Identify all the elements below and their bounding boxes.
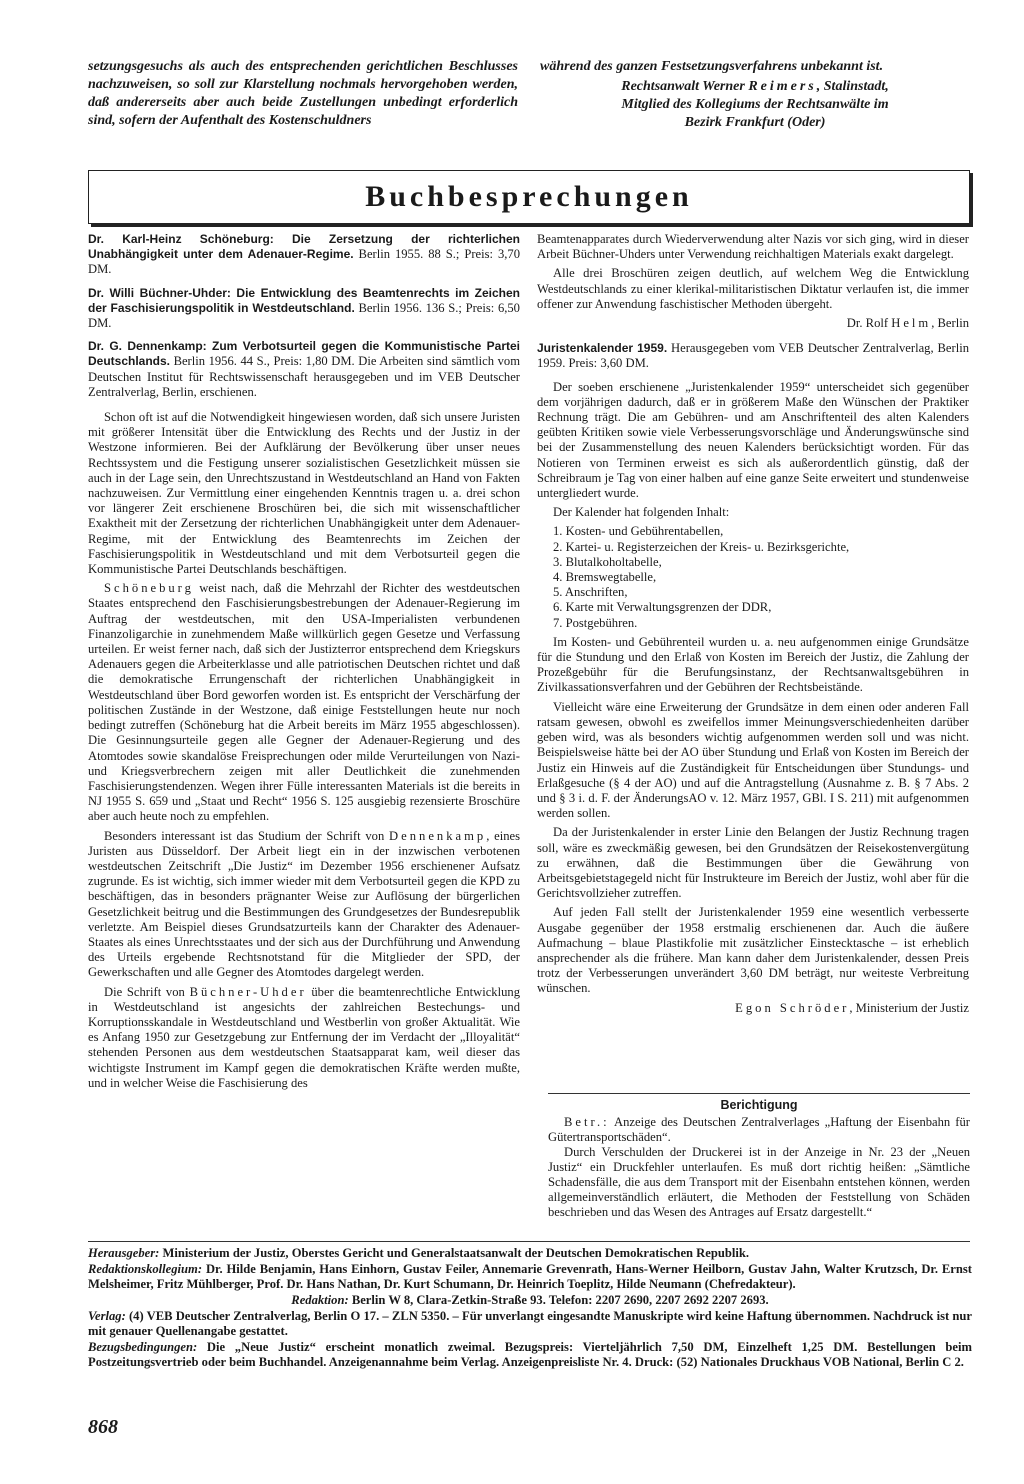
author-name: Reimers: [748, 79, 817, 94]
list-item: 1. Kosten- und Gebührentabellen,: [553, 524, 724, 539]
review-paragraph: Alle drei Broschüren zeigen deutlich, auf welchem Weg die Entwicklung Westdeutschlands zu einer klerikal-militaristischen Diktatur verlaufen ist, die immer offener zur Anwendung faschistischer Methoden übergeht.: [537, 266, 969, 311]
review-paragraph: Schon oft ist auf die Notwendigkeit hingewiesen worden, daß sich unsere Juristen mit größerer Intensität über die Entwicklung des Rechts und der Justiz in der Westzone informieren. Bei der Aufklärung der Bevölkerung über unser neues Rechtssystem und die Festigung unserer sozialistischen Gesetzlichkeit müssen sie auch in der Lage sein, den Unrechtszustand in Westdeutschland an Hand von Fakten nachzuweisen. Zur Vermittlung einer eingehenden Kenntnis tragen u. a. drei schon vor längerer Zeit erschienene Broschüren bei, die sich mit wissenschaftlicher Exaktheit mit der Zersetzung der richterlichen Unabhängigkeit unter dem Adenauer-Regime, mit der Entwicklung des Beamtenrechts im Zeichen der Faschisierungspolitik in Westdeutschland und mit dem Verbotsurteil gegen die Kommunistische Partei Deutschlands beschäftigen.: [88, 410, 520, 577]
list-item: 3. Blutalkoholtabelle,: [553, 554, 662, 569]
section-title: Buchbesprechungen: [365, 180, 693, 213]
author-signature: Rechtsanwalt Werner Reimers, Stalinstadt, Mitglied des Kollegiums der Rechtsanwälte im Bezirk Frankfurt (Oder): [621, 79, 889, 130]
imprint: [88, 1246, 972, 1371]
review-paragraph: Vielleicht wäre eine Erweiterung der Grundsätze in dem einen oder anderen Fall ratsam gewesen, obwohl es zweifellos immer Meinungsverschiedenheiten darüber geben wird, was als besonders wichtig aufgenommen werden soll und was nicht. Beispielsweise hätte bei der AO über Stundung und Erlaß von Kosten im Bereich der Justiz ein Hinweis auf die Zuständigkeit für Entscheidungen über Stundungs- und Erlaßgesuche (§ 4 der AO) und auf die Antragstellung (Ausnahme z. B. § 7 Abs. 2 und § 3 i. d. F. der ÄnderungsAO v. 12. März 1957, GBl. I S. 211) mit aufgenommen werden sollen.: [537, 699, 969, 821]
book-reference-3: Dr. G. Dennenkamp: Zum Verbotsurteil gegen die Kommunistische Partei Deutschlands. Berlin 1956. 44 S., Preis: 1,80 DM. Die Arbeiten sind sämtlich vom Deutschen Institut für Rechtswissenschaft herausgegeben und im VEB Deutscher Zentralverlag, Berlin, erschienen.: [88, 339, 520, 399]
review-paragraph: Auf jeden Fall stellt der Juristenkalender 1959 eine wesentlich verbesserte Ausgabe gegenüber der 1958 erstmalig erschienenen dar. Auch die äußere Aufmachung – blaue Plastikfolie mit zusätzlicher Einstecktasche – ist erheblich ansprechender als die frühere. Man kann daher dem Juristenkalender, dessen Preis trotz der Verbesserungen unverändert 3,60 DM beträgt, nur weiteste Verbreitung wünschen.: [537, 905, 969, 996]
review-paragraph: Der soeben erschienene „Juristenkalender 1959“ unterscheidet sich gegenüber dem vorjährigen dadurch, daß er in größerem Maße den Wünschen der Praktiker Rechnung trägt. Die am Gebühren- und am Anschriftenteil des alten Kalenders geübten Kritiken sowie viele Verbesserungsvorschläge und Änderungswünsche sind bei der Zusammenstellung des neuen Kalenders berücksichtigt worden. Für das Notieren von Terminen erweist es sich als außerordentlich günstig, daß der Schreibraum je Tag von einer halben auf eine ganze Seite erweitert und stundenweise untergliedert wurde.: [537, 379, 969, 501]
review-paragraph: Die Schrift von Büchner-Uhder über die beamtenrechtliche Entwicklung in Westdeutschland ist angesichts der zahlreichen Bestechungs- und Korruptionsskandale in Westdeutschland und Westberlin von großer Aktualität. Wie es Anfang 1950 zur Gesetzgebung zur Entfernung der im Verdacht der „Illoyalität“ stehenden Personen aus dem westdeutschen Staatsapparat kam, weil dieser das wichtigste Instrument im Kampf gegen die demokratischen Kräfte werden mußte, und in welcher Weise die Faschisierung des: [88, 984, 520, 1090]
correction-text: Durch Verschulden der Druckerei ist in der Anzeige in Nr. 23 der „Neuen Justiz“ ein Druckfehler unterlaufen. Es muß dort richtig heißen: „Sämtliche Schadensfälle, die aus dem Transport mit der Eisenbahn entstehen können, werden allgemeinverständlich erläutert, die Methoden der Feststellung von Schäden beschrieben und das Wesen des Antrages auf Ersatz dargestellt.“: [548, 1145, 970, 1219]
reviewer-signature: Dr. Rolf Helm, Berlin: [846, 316, 969, 331]
top-left-continuation: [88, 58, 518, 130]
imprint-subscription: Bezugsbedingungen: Die „Neue Justiz“ erscheint monatlich zweimal. Bezugspreis: Vierteljährlich 7,50 DM, Einzelheft 1,25 DM. Bestellungen beim Postzeitungsvertrieb oder beim Buchhandel. Anzeigenannahme beim Verlag. Anzeigenpreisliste Nr. 4. Druck: (52) Nationales Druckhaus VOB National, Berlin C 2.: [88, 1340, 972, 1369]
reviewer-signature: Egon Schröder, Ministerium der Justiz: [735, 1000, 969, 1015]
list-item: 4. Bremswegtabelle,: [553, 570, 657, 585]
left-column: [88, 232, 520, 1095]
continuation-text-end: während des ganzen Festsetzungsverfahrens unbekannt ist.: [540, 59, 884, 74]
list-item: 6. Karte mit Verwaltungsgrenzen der DDR,: [553, 600, 772, 615]
review-paragraph: Im Kosten- und Gebührenteil wurden u. a. neu aufgenommen einige Grundsätze für die Stundung und den Erlaß von Kosten im Bereich der Justiz, die Zahlung der Prozeßgebühr für die Berufungsinstanz, der Rechtsanwaltsgebühren in Zivilkassationsverfahren und der Gebühren der Rechtsbeistände.: [537, 634, 969, 695]
review-paragraph: Der Kalender hat folgenden Inhalt:: [553, 505, 730, 520]
correction-title: Berichtigung: [720, 1098, 798, 1112]
section-header-box: [88, 170, 970, 224]
divider: [88, 1241, 970, 1242]
book-reference-4: Juristenkalender 1959. Herausgegeben vom VEB Deutscher Zentralverlag, Berlin 1959. Preis: 3,60 DM.: [537, 341, 969, 371]
review-paragraph: Beamtenapparates durch Wiederverwendung alter Nazis vor sich ging, wird in dieser Arbeit Büchner-Uhders unter Verwendung reichhaltigen Materials exakt dargelegt.: [537, 232, 969, 262]
book-reference-2: Dr. Willi Büchner-Uhder: Die Entwicklung des Beamtenrechts im Zeichen der Faschisierungspolitik in Westdeutschland. Berlin 1956. 136 S.; Preis: 6,50 DM.: [88, 285, 520, 331]
list-item: 7. Postgebühren.: [553, 615, 638, 630]
imprint-editorial-board: Redaktionskollegium: Dr. Hilde Benjamin, Hans Einhorn, Gustav Feiler, Annemarie Grevenrath, Hans-Werner Heilborn, Gustav Jahn, Walter Krutzsch, Dr. Ernst Melsheimer, Fritz Mühlberger, Prof. Dr. Hans Nathan, Dr. Kurt Schumann, Dr. Heinrich Toeplitz, Hilde Neumann (Chefredakteur).: [88, 1262, 972, 1291]
imprint-publishing-house: Verlag: (4) VEB Deutscher Zentralverlag, Berlin O 17. – ZLN 5350. – Für unverlangt eingesandte Manuskripte wird keine Haftung übernommen. Nachdruck ist nur mit genauer Quellenangabe gestattet.: [88, 1309, 972, 1338]
top-right-continuation: [540, 58, 970, 132]
review-paragraph: Da der Juristenkalender in erster Linie den Belangen der Justiz Rechnung tragen soll, wäre es zweckmäßig gewesen, bei den Grundsätzen der Reisekostenvergütung zu erwähnen, daß die Bestimmungen über die Gewährung von Arbeitsgebietstagegeld nicht für Instrukteure im Bereich der Justiz, wohl aber für die Gerichtsvollzieher zutreffen.: [537, 825, 969, 901]
imprint-publisher: Herausgeber: Ministerium der Justiz, Oberstes Gericht und Generalstaatsanwalt der Deutschen Demokratischen Republik.: [88, 1246, 750, 1260]
review-paragraph: Besonders interessant ist das Studium der Schrift von Dennenkamp, eines Juristen aus Düsseldorf. Der Arbeit liegt ein in der inzwischen verbotenen westdeutschen Zeitschrift „Die Justiz“ im Dezember 1956 erschienener Aufsatz zugrunde. Es ist wichtig, sich immer wieder mit dem Verbotsurteil gegen die KPD zu beschäftigen, das in besonders prägnanter Weise zur Auflösung der bürgerlichen Gesetzlichkeit beitrug und die Bestimmungen des Grundgesetzes der Bundesrepublik verletzte. Am Beispiel dieses Grundsatzurteils kann der Charakter des Adenauer-Staates als eines Unrechtsstaates und der sich aus der Durchführung und Anwendung des Urteils ergebende Rechtsnotstand für die Mitglieder der SPD, der Gewerkschaften und alle Gegner des Atomtodes dargelegt werden.: [88, 828, 520, 980]
correction-notice: [548, 1098, 970, 1220]
divider: [548, 1093, 970, 1094]
list-item: 5. Anschriften,: [553, 585, 628, 600]
imprint-editorial-office: Redaktion: Berlin W 8, Clara-Zetkin-Straße 93. Telefon: 2207 2690, 2207 2692 2207 2693.: [291, 1293, 769, 1307]
page-number: 868: [88, 1416, 118, 1438]
list-item: 2. Kartei- u. Registerzeichen der Kreis- u. Bezirksgerichte,: [553, 539, 850, 554]
right-column: [537, 232, 969, 1026]
continuation-text: setzungsgesuchs als auch des entsprechenden gerichtlichen Beschlusses nachzuweisen, so soll zur Klarstellung nochmals hervorgehoben werden, daß andererseits aber auch beide Zustellungen unbedingt erforderlich sind, sofern der Aufenthalt des Kostenschuldners: [88, 59, 518, 128]
correction-subject: Betr.: Anzeige des Deutschen Zentralverlages „Haftung der Eisenbahn für Gütertransportschäden“.: [548, 1115, 970, 1144]
review-paragraph: Schöneburg weist nach, daß die Mehrzahl der Richter des westdeutschen Staates entsprechend den Faschisierungsbestrebungen der Adenauer-Regierung im Auftrag der westdeutschen, mit den USA-Imperialisten verbundenen Finanzoligarchie in zunehmendem Maße willkürlich gegen Gesetze und Verfassung urteilen. Er weist ferner nach, daß sich der Justizterror entsprechend dem Kriegskurs Adenauers gegen die Arbeiterklasse und alle patriotischen Deutschen richtet und daß die demokratische Errungenschaft der richterlichen Unabhängigkeit in Westdeutschland über Bord geworfen worden ist. Es entspricht der Verschärfung der politischen Zustände in der Westzone, daß einige Feststellungen heute nur noch bedingt zutreffen (Schöneburg hat die Arbeit bereits im März 1955 abgeschlossen). Die Gesinnungsurteile gegen alle Gegner der Adenauer-Regierung und des Atomtodes sowie skandalöse Freisprechungen oder milde Verurteilungen von Nazi- und Kriegsverbrechern zeigen mit aller Deutlichkeit die zunehmenden Faschisierungstendenzen. Wegen ihrer Fülle interessanten Materials ist die bereits in NJ 1955 S. 659 und „Staat und Recht“ 1956 S. 125 ausgiebig rezensierte Broschüre aber auch heute noch zu empfehlen.: [88, 581, 520, 824]
contents-list: [553, 524, 969, 630]
book-reference-1: Dr. Karl-Heinz Schöneburg: Die Zersetzung der richterlichen Unabhängigkeit unter dem Adenauer-Regime. Berlin 1955. 88 S.; Preis: 3,70 DM.: [88, 232, 520, 277]
